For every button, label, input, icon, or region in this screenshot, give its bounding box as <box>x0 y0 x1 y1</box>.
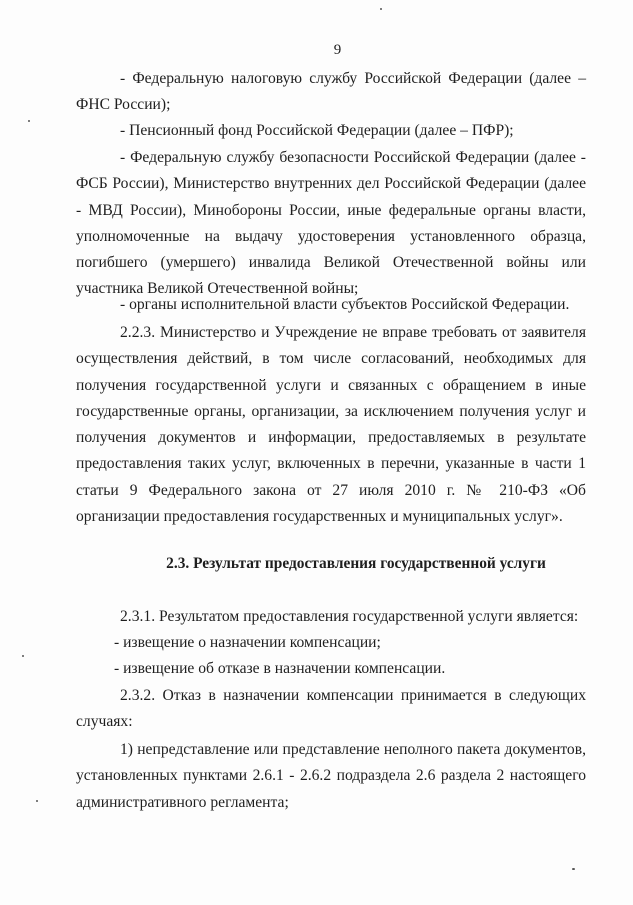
paragraph-2-2-3: 2.2.3. Министерство и Учреждение не вправе требовать от заявителя осуществления действий, в том числе согласований, необходимых для получения государственной услуги и связанных с обращением в иные государственные органы, организации, за исключением получения услуг и получения документов и информации, предоставляемых в результате предоставления таких услуг, включенных в перечни, указанные в части 1 статьи 9 Федерального закона от 27 июля 2010 г. № 210-ФЗ «Об организации предоставления государственных и муниципальных услуг». <box>76 324 586 526</box>
paragraph-2-3-2: 2.3.2. Отказ в назначении компенсации принимается в следующих случаях: <box>76 687 586 731</box>
section-heading: 2.3. Результат предоставления государственной услуги <box>166 555 546 572</box>
paragraph-fsb: - Федеральную службу безопасности Российской Федерации (далее - ФСБ России), Министерство внутренних дел Российской Федерации (далее - МВД России), Минобороны России, иные федеральные органы власти, уполномоченные на выдачу удостоверения установленного образца, погибшего (умершего) инвалида Великой Отечественной войны или участника Великой Отечественной войны; <box>76 149 586 298</box>
scan-speck <box>28 120 30 122</box>
list-item-notice-refusal: - извещение об отказе в назначении компенсации. <box>114 660 446 677</box>
scan-speck <box>380 8 382 10</box>
paragraph-2-3-1: 2.3.1. Результатом предоставления государственной услуги является: <box>120 608 579 625</box>
paragraph-regional-authorities: - органы исполнительной власти субъектов Российской Федерации. <box>120 296 570 313</box>
paragraph-pfr: - Пенсионный фонд Российской Федерации (далее – ПФР); <box>120 122 514 139</box>
paragraph-fns: - Федеральную налоговую службу Российской Федерации (далее – ФНС России); <box>76 70 586 114</box>
scan-speck <box>572 868 575 870</box>
scan-speck <box>36 800 38 802</box>
list-item-notice-grant: - извещение о назначении компенсации; <box>114 634 381 651</box>
scan-speck <box>22 655 24 657</box>
page-number: 9 <box>333 42 342 58</box>
paragraph-item-1: 1) непредставление или представление неполного пакета документов, установленных пунктами 2.6.1 - 2.6.2 подраздела 2.6 раздела 2 настоящего административного регламента; <box>76 741 586 811</box>
